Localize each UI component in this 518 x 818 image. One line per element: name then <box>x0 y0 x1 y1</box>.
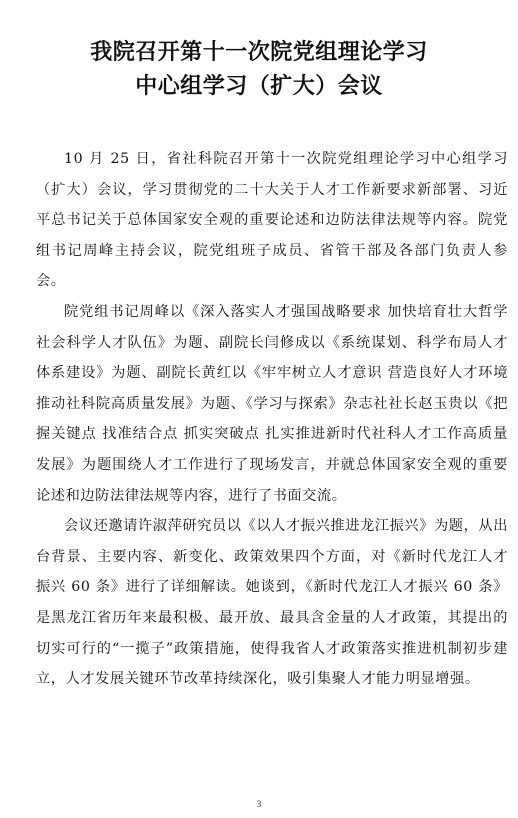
paragraph-2: 院党组书记周峰以《深入落实人才强国战略要求 加快培育壮大哲学社会科学人才队伍》为题、副院长闫修成以《系统谋划、科学布局人才体系建设》为题、副院长黄红以《牢牢树立人才意识 营造良好人才环境 推动社科院高质量发展》为题、《学习与探索》杂志社社长赵玉贵以《把握关键点 找准结合点 抓实突破点 扎实推进新时代社科人才工作高质量发展》为题围绕人才工作进行了现场发言，并就总体国家安全观的重要论述和边防法律法规等内容，进行了书面交流。 <box>36 303 508 504</box>
page-number: 3 <box>256 799 262 809</box>
page-title-line-2: 中心组学习（扩大）会议 <box>135 74 383 99</box>
page-title-line-1: 我院召开第十一次院党组理论学习 <box>90 40 428 65</box>
paragraph-1: 10 月 25 日，省社科院召开第十一次院党组理论学习中心组学习（扩大）会议，学习贯彻党的二十大关于人才工作新要求新部署、习近平总书记关于总体国家安全观的重要论述和边防法律法规等内容。院党组书记周峰主持会议，院党组班子成员、省管干部及各部门负责人参会。 <box>36 151 508 290</box>
paragraph-3: 会议还邀请许淑萍研究员以《以人才振兴推进龙江振兴》为题，从出台背景、主要内容、新变化、政策效果四个方面，对《新时代龙江人才振兴 60 条》进行了详细解读。她谈到，《新时代龙江人才振兴 60 条》是黑龙江省历年来最积极、最开放、最具含金量的人才政策，其提出的切实可行的“一揽子”政策措施，使得我省人才政策落实推进机制初步建立，人才发展关键环节改革持续深化，吸引集聚人才能力明显增强。 <box>36 518 508 688</box>
article-body <box>36 144 508 695</box>
